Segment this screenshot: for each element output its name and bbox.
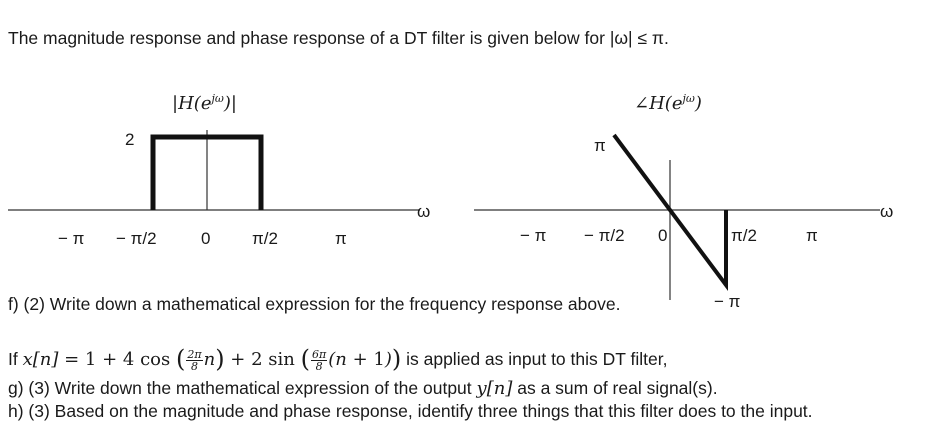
- phase-tick-zero: 0: [658, 226, 668, 245]
- phase-tick-neg-pi-half: − π/2: [584, 226, 625, 245]
- phase-bottom-label: − π: [714, 292, 741, 311]
- question-g: [8, 378, 718, 399]
- phase-tick-pi: π: [806, 226, 818, 245]
- output-symbol: y[n]: [476, 378, 513, 399]
- phase-title: $\angle H(e^{j\omega})$: [634, 92, 702, 114]
- magnitude-level-label: 2: [125, 130, 135, 149]
- phase-top-label: π: [594, 136, 606, 155]
- magnitude-tick-pi-half: π/2: [252, 229, 278, 248]
- question-f: f) (2) Write down a mathematical expression for the frequency response above.: [8, 294, 621, 314]
- input-prefix: If: [8, 349, 18, 369]
- phase-axis-label: ω: [880, 202, 894, 221]
- magnitude-tick-neg-pi: − π: [58, 229, 85, 248]
- magnitude-tick-pi: π: [335, 229, 347, 248]
- magnitude-plot: [8, 130, 420, 210]
- question-g-tail: as a sum of real signal(s).: [517, 378, 718, 398]
- magnitude-tick-neg-pi-half: − π/2: [116, 229, 157, 248]
- phase-plot: [474, 135, 880, 300]
- magnitude-tick-zero: 0: [201, 229, 211, 248]
- question-g-text: g) (3) Write down the mathematical expression of the output: [8, 378, 472, 398]
- input-equation: x[n] = 1 + 4 cos ( $\frac{2\pi}{8}$ n) + 2 sin ( $\frac{6\pi}{8}$ (n + 1)): [22, 345, 402, 373]
- phase-tick-pi-half: π/2: [731, 226, 757, 245]
- intro-text: The magnitude response and phase response of a DT filter is given below for |ω| ≤ π.: [8, 28, 669, 48]
- input-suffix: is applied as input to this DT filter,: [406, 349, 668, 369]
- question-h: h) (3) Based on the magnitude and phase response, identify three things that this filter does to the input.: [8, 401, 813, 421]
- magnitude-title: $|H(e^{j\omega})|$: [172, 92, 237, 114]
- magnitude-axis-label: ω: [417, 202, 431, 221]
- phase-tick-neg-pi: − π: [520, 226, 547, 245]
- input-signal-line: [8, 345, 667, 373]
